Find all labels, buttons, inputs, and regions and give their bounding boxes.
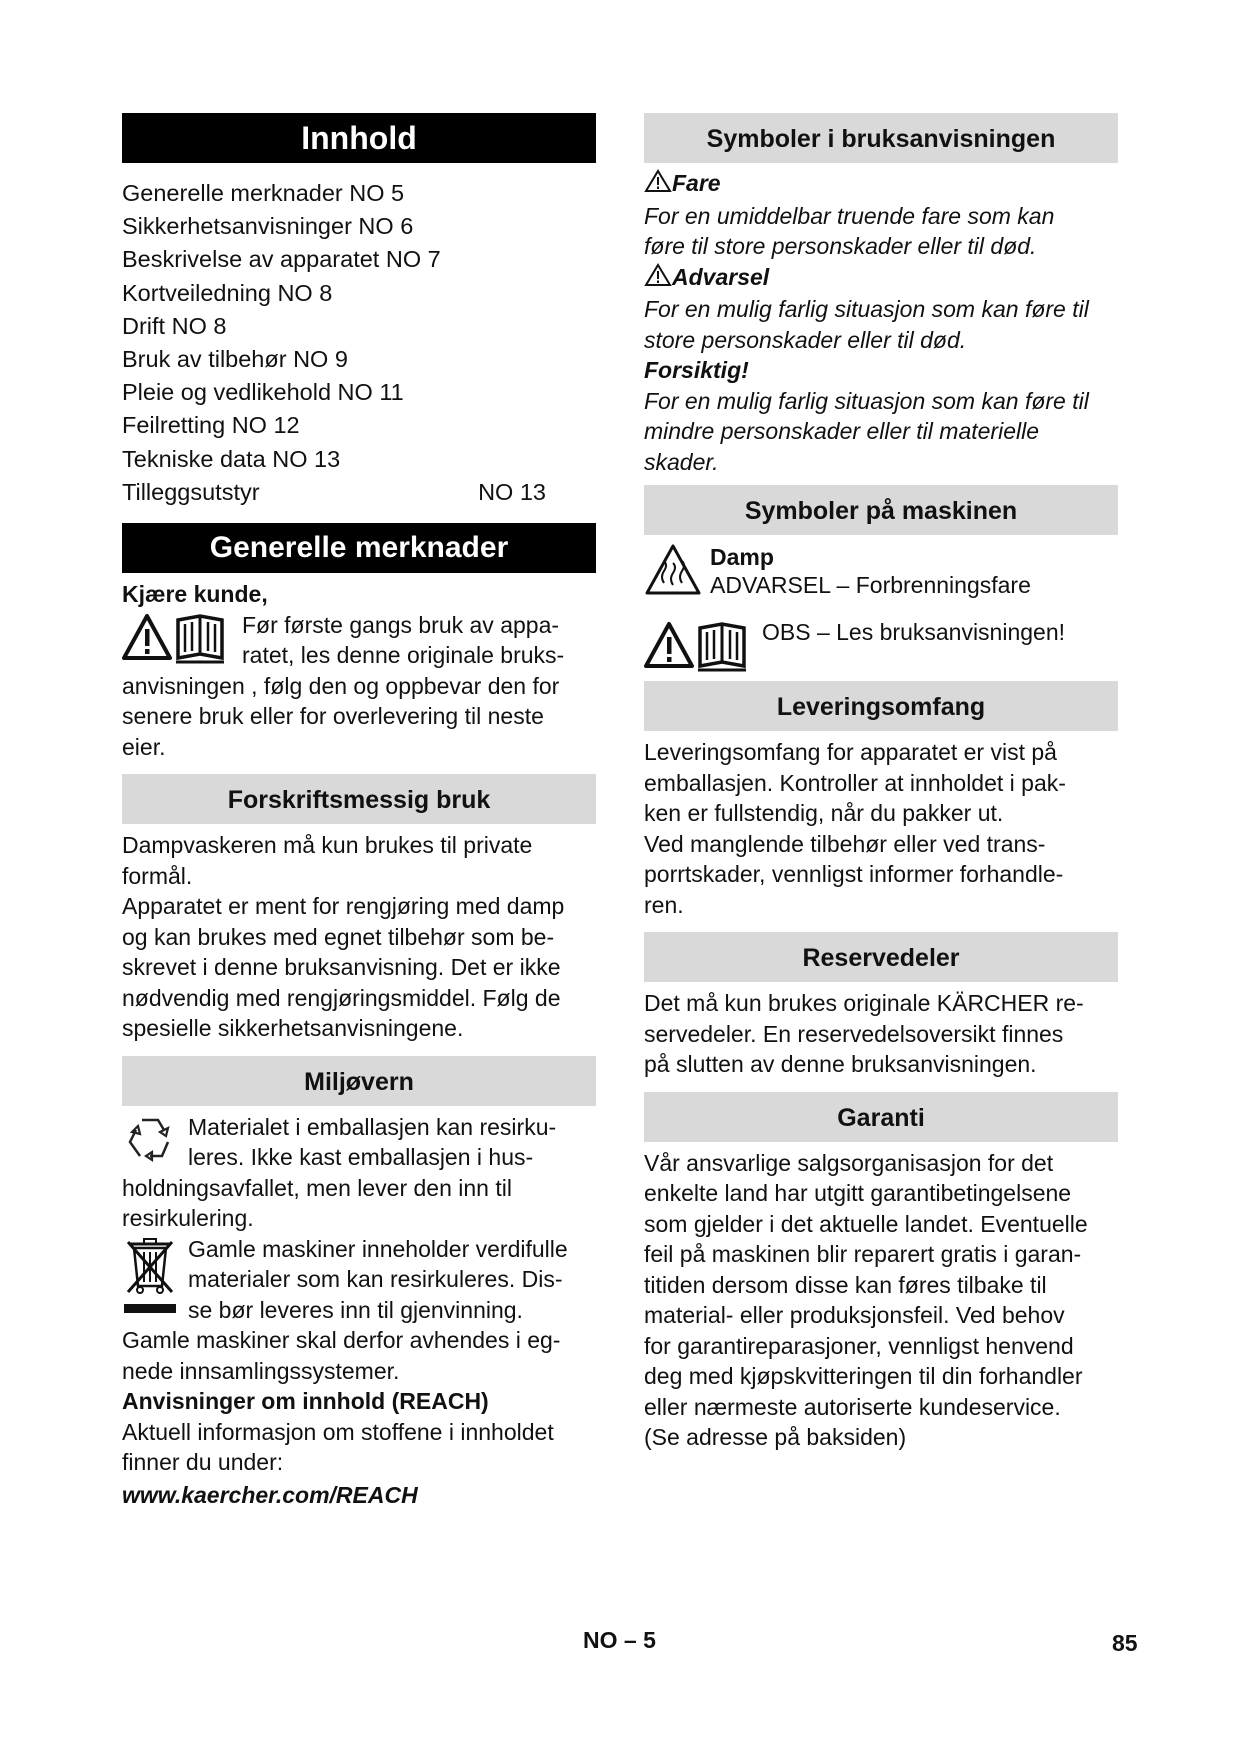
toc-item-label: Feilretting NO 12 — [122, 412, 300, 439]
toc-item-label: Tekniske data NO 13 — [122, 445, 341, 472]
warning-label-row — [644, 262, 1118, 295]
steam-warning-text: ADVARSEL – Forbrenningsfare — [710, 572, 1031, 598]
caution-text-line: mindre personskader eller til materielle — [644, 418, 1039, 444]
toc-item — [122, 343, 596, 376]
right-column — [644, 113, 1118, 1453]
intended-line: nødvendig med rengjøringsmiddel. Følg de — [122, 984, 561, 1011]
toc-item-page: NO 13 — [478, 478, 546, 505]
warranty-line: eller nærmeste autoriserte kundeservice. — [644, 1393, 1061, 1420]
steam-symbol-row — [644, 543, 1118, 602]
scope-line: porrtskader, vennligst informer forhandle- — [644, 861, 1064, 887]
env-text-line: resirkulering. — [122, 1205, 254, 1232]
env-text-line: leres. Ikke kast emballasjen i hus- — [188, 1144, 534, 1171]
toc-item — [122, 243, 596, 276]
warranty-line: som gjelder i det aktuelle landet. Eventuelle — [644, 1210, 1088, 1237]
general-notice — [122, 610, 596, 763]
warranty-line: for garantireparasjoner, vennligst henvend — [644, 1332, 1074, 1359]
obs-symbol-row — [644, 618, 1118, 679]
intended-line: spesielle sikkerhetsanvisningene. — [122, 1015, 464, 1042]
general-text-line: ratet, les denne originale bruks- — [242, 642, 565, 669]
danger-label-row — [644, 168, 1118, 201]
warning-triangle-icon — [644, 263, 672, 295]
warning-text-line: For en mulig farlig situasjon som kan føre til — [644, 296, 1089, 322]
toc-item-label: Drift NO 8 — [122, 312, 227, 339]
toc-item-label: Tilleggsutstyr — [122, 478, 260, 505]
environment-recycle — [122, 1112, 596, 1234]
toc-item-label: Sikkerhetsanvisninger NO 6 — [122, 213, 414, 240]
intended-use-text — [122, 830, 596, 1044]
env-text-line: materialer som kan resirkuleres. Dis- — [188, 1266, 563, 1293]
reach-text-line: finner du under: — [122, 1449, 284, 1476]
toc-heading: Innhold — [122, 113, 596, 163]
spare-parts-heading: Reservedeler — [644, 932, 1118, 982]
symbols-machine-heading: Symboler på maskinen — [644, 485, 1118, 535]
symbols-manual-heading: Symboler i bruksanvisningen — [644, 113, 1118, 163]
toc-item — [122, 376, 596, 409]
warning-book-icon — [644, 618, 754, 679]
scope-heading: Leveringsomfang — [644, 681, 1118, 731]
spare-parts-text — [644, 988, 1118, 1080]
toc-item — [122, 310, 596, 343]
steam-label: Damp — [710, 544, 774, 570]
toc-item-label: Bruk av tilbehør NO 9 — [122, 346, 348, 373]
dear-customer: Kjære kunde, — [122, 581, 268, 608]
obs-text: OBS – Les bruksanvisningen! — [762, 619, 1066, 645]
intended-line: skrevet i denne bruksanvisning. Det er ikke — [122, 954, 561, 981]
warning-triangle-icon — [644, 169, 672, 201]
general-text-line: senere bruk eller for overlevering til neste — [122, 703, 544, 730]
intended-use-heading: Forskriftsmessig bruk — [122, 774, 596, 824]
warranty-text — [644, 1148, 1118, 1453]
left-column — [122, 113, 596, 1510]
intended-line: formål. — [122, 862, 193, 889]
warranty-line: deg med kjøpskvitteringen til din forhandler — [644, 1363, 1083, 1389]
general-heading: Generelle merknader — [122, 523, 596, 573]
reach-text-line: Aktuell informasjon om stoffene i innholdet — [122, 1418, 554, 1445]
toc-item-label: Pleie og vedlikehold NO 11 — [122, 379, 404, 406]
toc-item-label: Beskrivelse av apparatet NO 7 — [122, 246, 441, 273]
warning-book-icon — [122, 610, 232, 671]
warning-label: Advarsel — [672, 263, 770, 290]
parts-line: servedeler. En reservedelsoversikt finnes — [644, 1020, 1064, 1047]
danger-label: Fare — [672, 170, 721, 196]
scope-line: Ved manglende tilbehør eller ved trans- — [644, 830, 1046, 857]
steam-warning-icon — [644, 543, 702, 602]
parts-line: Det må kun brukes originale KÄRCHER re- — [644, 990, 1084, 1016]
environment-heading: Miljøvern — [122, 1056, 596, 1106]
section-page-label: NO – 5 — [583, 1627, 656, 1653]
intended-line: Dampvaskeren må kun brukes til private — [122, 832, 533, 859]
warranty-heading: Garanti — [644, 1092, 1118, 1142]
caution-text-line: For en mulig farlig situasjon som kan føre til — [644, 387, 1089, 414]
crossed-bin-icon — [122, 1234, 178, 1323]
symbols-manual-content — [644, 168, 1118, 477]
warranty-line: material- eller produksjonsfeil. Ved behov — [644, 1302, 1065, 1328]
steam-symbol-text — [710, 543, 1031, 599]
parts-line: på slutten av denne bruksanvisningen. — [644, 1051, 1037, 1077]
env-text-line: se bør leveres inn til gjenvinning. — [188, 1296, 523, 1323]
general-text-line: anvisningen , følg den og oppbevar den for — [122, 672, 560, 699]
scope-line: emballasjen. Kontroller at innholdet i pak- — [644, 769, 1066, 796]
scope-line: ken er fullstendig, når du pakker ut. — [644, 800, 1004, 826]
reach-heading: Anvisninger om innhold (REACH) — [122, 1388, 489, 1415]
warranty-line: enkelte land har utgitt garantibetingelsene — [644, 1180, 1072, 1206]
env-text-line: nede innsamlingssystemer. — [122, 1357, 400, 1384]
danger-text-line: føre til store personskader eller til død. — [644, 233, 1037, 259]
toc-item-label: Generelle merknader NO 5 — [122, 180, 405, 206]
scope-text — [644, 737, 1118, 920]
general-text-line: eier. — [122, 733, 166, 760]
toc-item — [122, 210, 596, 243]
env-text-line: Gamle maskiner skal derfor avhendes i eg- — [122, 1327, 561, 1354]
scope-line: Leveringsomfang for apparatet er vist på — [644, 739, 1057, 765]
warranty-line: titiden dersom disse kan føres tilbake til — [644, 1271, 1047, 1298]
reach-link[interactable]: www.kaercher.com/REACH — [122, 1481, 418, 1508]
toc-item — [122, 277, 596, 310]
env-text-line: holdningsavfallet, men lever den inn til — [122, 1174, 512, 1201]
env-text-line: Materialet i emballasjen kan resirku- — [188, 1113, 557, 1140]
general-text-line: Før første gangs bruk av appa- — [242, 611, 560, 638]
warning-text-line: store personskader eller til død. — [644, 326, 967, 353]
intended-line: Apparatet er ment for rengjøring med damp — [122, 893, 565, 920]
toc-item — [122, 177, 596, 210]
warranty-line: Vår ansvarlige salgsorganisasjon for det — [644, 1149, 1054, 1176]
warranty-line: (Se adresse på baksiden) — [644, 1424, 907, 1450]
page-number: 85 — [1112, 1630, 1138, 1656]
caution-label: Forsiktig! — [644, 357, 749, 383]
scope-line: ren. — [644, 891, 684, 918]
toc-item-label: Kortveiledning NO 8 — [122, 279, 333, 306]
table-of-contents — [122, 177, 596, 509]
recycle-icon — [122, 1112, 178, 1173]
caution-text-line: skader. — [644, 448, 719, 475]
toc-item — [122, 409, 596, 442]
toc-item — [122, 443, 596, 476]
toc-item — [122, 476, 596, 509]
danger-text-line: For en umiddelbar truende fare som kan — [644, 202, 1055, 229]
env-text-line: Gamle maskiner inneholder verdifulle — [188, 1235, 568, 1262]
intended-line: og kan brukes med egnet tilbehør som be- — [122, 923, 555, 950]
environment-weee — [122, 1234, 596, 1387]
warranty-line: feil på maskinen blir reparert gratis i garan- — [644, 1241, 1082, 1267]
